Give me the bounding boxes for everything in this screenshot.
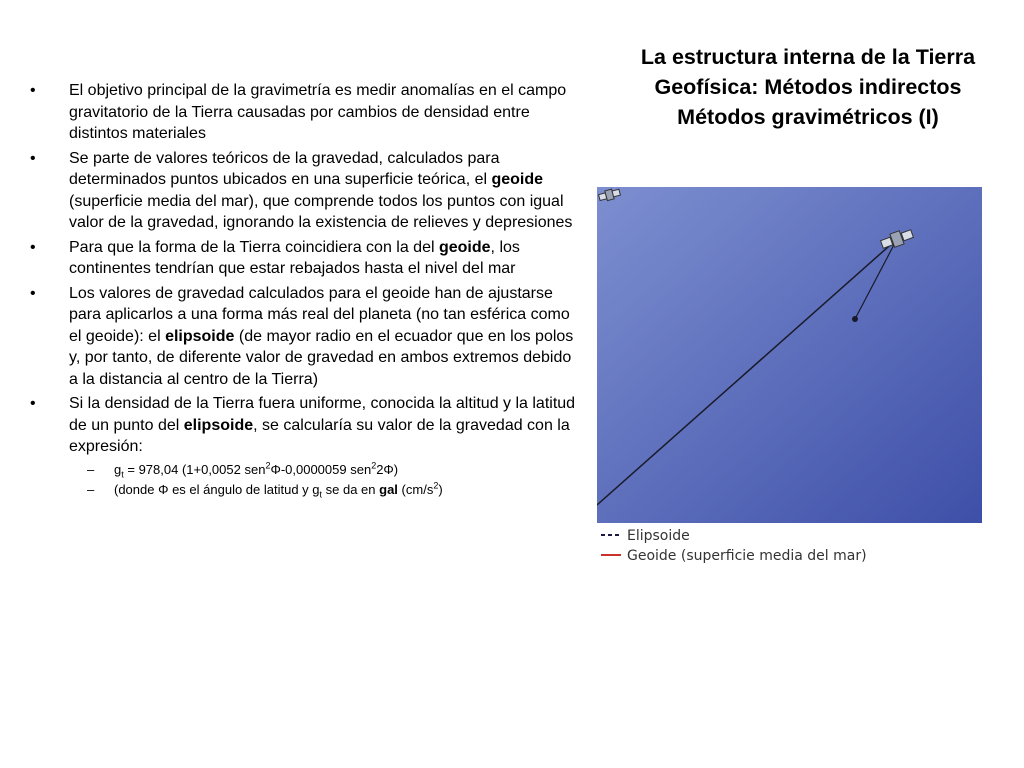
formula-text: Φ-0,0000059 sen xyxy=(270,461,372,477)
bullet-text: , los continentes tendrían que estar rebajados hasta el nivel del mar xyxy=(69,238,520,277)
bullet-dot: • xyxy=(30,395,36,412)
bullet-objective xyxy=(30,80,578,145)
bullet-text: (de mayor radio en el ecuador que en los polos y, por tanto, de diferente valor de gravedad en ambos extremos debido a la distancia al centro de la Tierra) xyxy=(69,327,574,388)
term-geoide: geoide xyxy=(438,238,491,256)
bullet-dot: • xyxy=(30,284,36,302)
sub-list xyxy=(69,460,578,500)
bullet-ellipsoid xyxy=(30,283,578,391)
sub-dash: – xyxy=(87,481,95,497)
earth-cross-section-diagram xyxy=(597,187,982,577)
note-sup: 2 xyxy=(433,480,439,491)
formula-note xyxy=(69,480,578,500)
legend-geoid-label: Geoide (superficie media del mar) xyxy=(627,548,867,564)
bullet-text: (superficie media del mar), que comprende todos los puntos con igual valor de la gravedad, ignorando la existencia de relieves y depresiones xyxy=(69,192,573,231)
formula-text: = 978,04 (1+0,0052 sen xyxy=(123,461,266,477)
formula-sup: 2 xyxy=(265,460,271,471)
bullet-text: Los valores de gravedad calculados para el geoide han de ajustarse para aplicarlos a una forma más real del planeta (no tan esférica como el geoide): el xyxy=(69,284,570,345)
bullet-formula-intro xyxy=(30,393,578,500)
note-text: ) xyxy=(438,481,443,497)
gravity-formula xyxy=(69,460,578,480)
slide-title xyxy=(596,42,1020,132)
space-background xyxy=(597,187,982,523)
bullet-text: Si la densidad de la Tierra fuera uniforme, conocida la altitud y la latitud de un punto del xyxy=(69,395,576,434)
geoid-ellipsoid-figure xyxy=(597,187,982,577)
term-elipsoide: elipsoide xyxy=(165,327,235,345)
term-geoide: geoide xyxy=(491,171,544,188)
bullet-text: , se calcularía su valor de la gravedad con la expresión: xyxy=(69,416,570,455)
bullet-text: Se parte de valores teóricos de la gravedad, calculados para determinados puntos ubicados en una superficie teórica, el xyxy=(69,149,500,188)
bullet-text: El objetivo principal de la gravimetría es medir anomalías en el campo gravitatorio de la Tierra causadas por cambios de densidad entre distintos materiales xyxy=(69,82,567,142)
term-elipsoide: elipsoide xyxy=(183,416,254,434)
bullet-dot: • xyxy=(30,82,36,99)
formula-text: 2Φ) xyxy=(376,461,399,477)
bullet-text: Para que la forma de la Tierra coincidiera con la del xyxy=(69,238,439,256)
formula-sub-t: t xyxy=(121,469,124,480)
title-line-3: Métodos gravimétricos (I) xyxy=(677,105,939,129)
note-sub-t: t xyxy=(319,489,323,500)
formula-sup: 2 xyxy=(371,460,377,471)
bullet-dot: • xyxy=(30,149,36,167)
note-text: se da en xyxy=(322,481,380,497)
bullet-dot: • xyxy=(30,238,36,256)
sub-dash: – xyxy=(87,461,95,477)
legend-ellipsoid-label: Elipsoide xyxy=(627,528,690,544)
bullet-list xyxy=(30,80,578,503)
note-text: (donde Φ es el ángulo de latitud y g xyxy=(114,481,320,497)
note-text: (cm/s xyxy=(397,481,434,497)
title-line-2: Geofísica: Métodos indirectos xyxy=(654,75,962,99)
bullet-continents xyxy=(30,237,578,280)
formula-g: g xyxy=(114,461,122,477)
bullet-geoid-definition xyxy=(30,148,578,234)
term-gal: gal xyxy=(379,481,398,497)
title-line-1: La estructura interna de la Tierra xyxy=(640,45,976,69)
surface-point-icon xyxy=(852,316,858,322)
